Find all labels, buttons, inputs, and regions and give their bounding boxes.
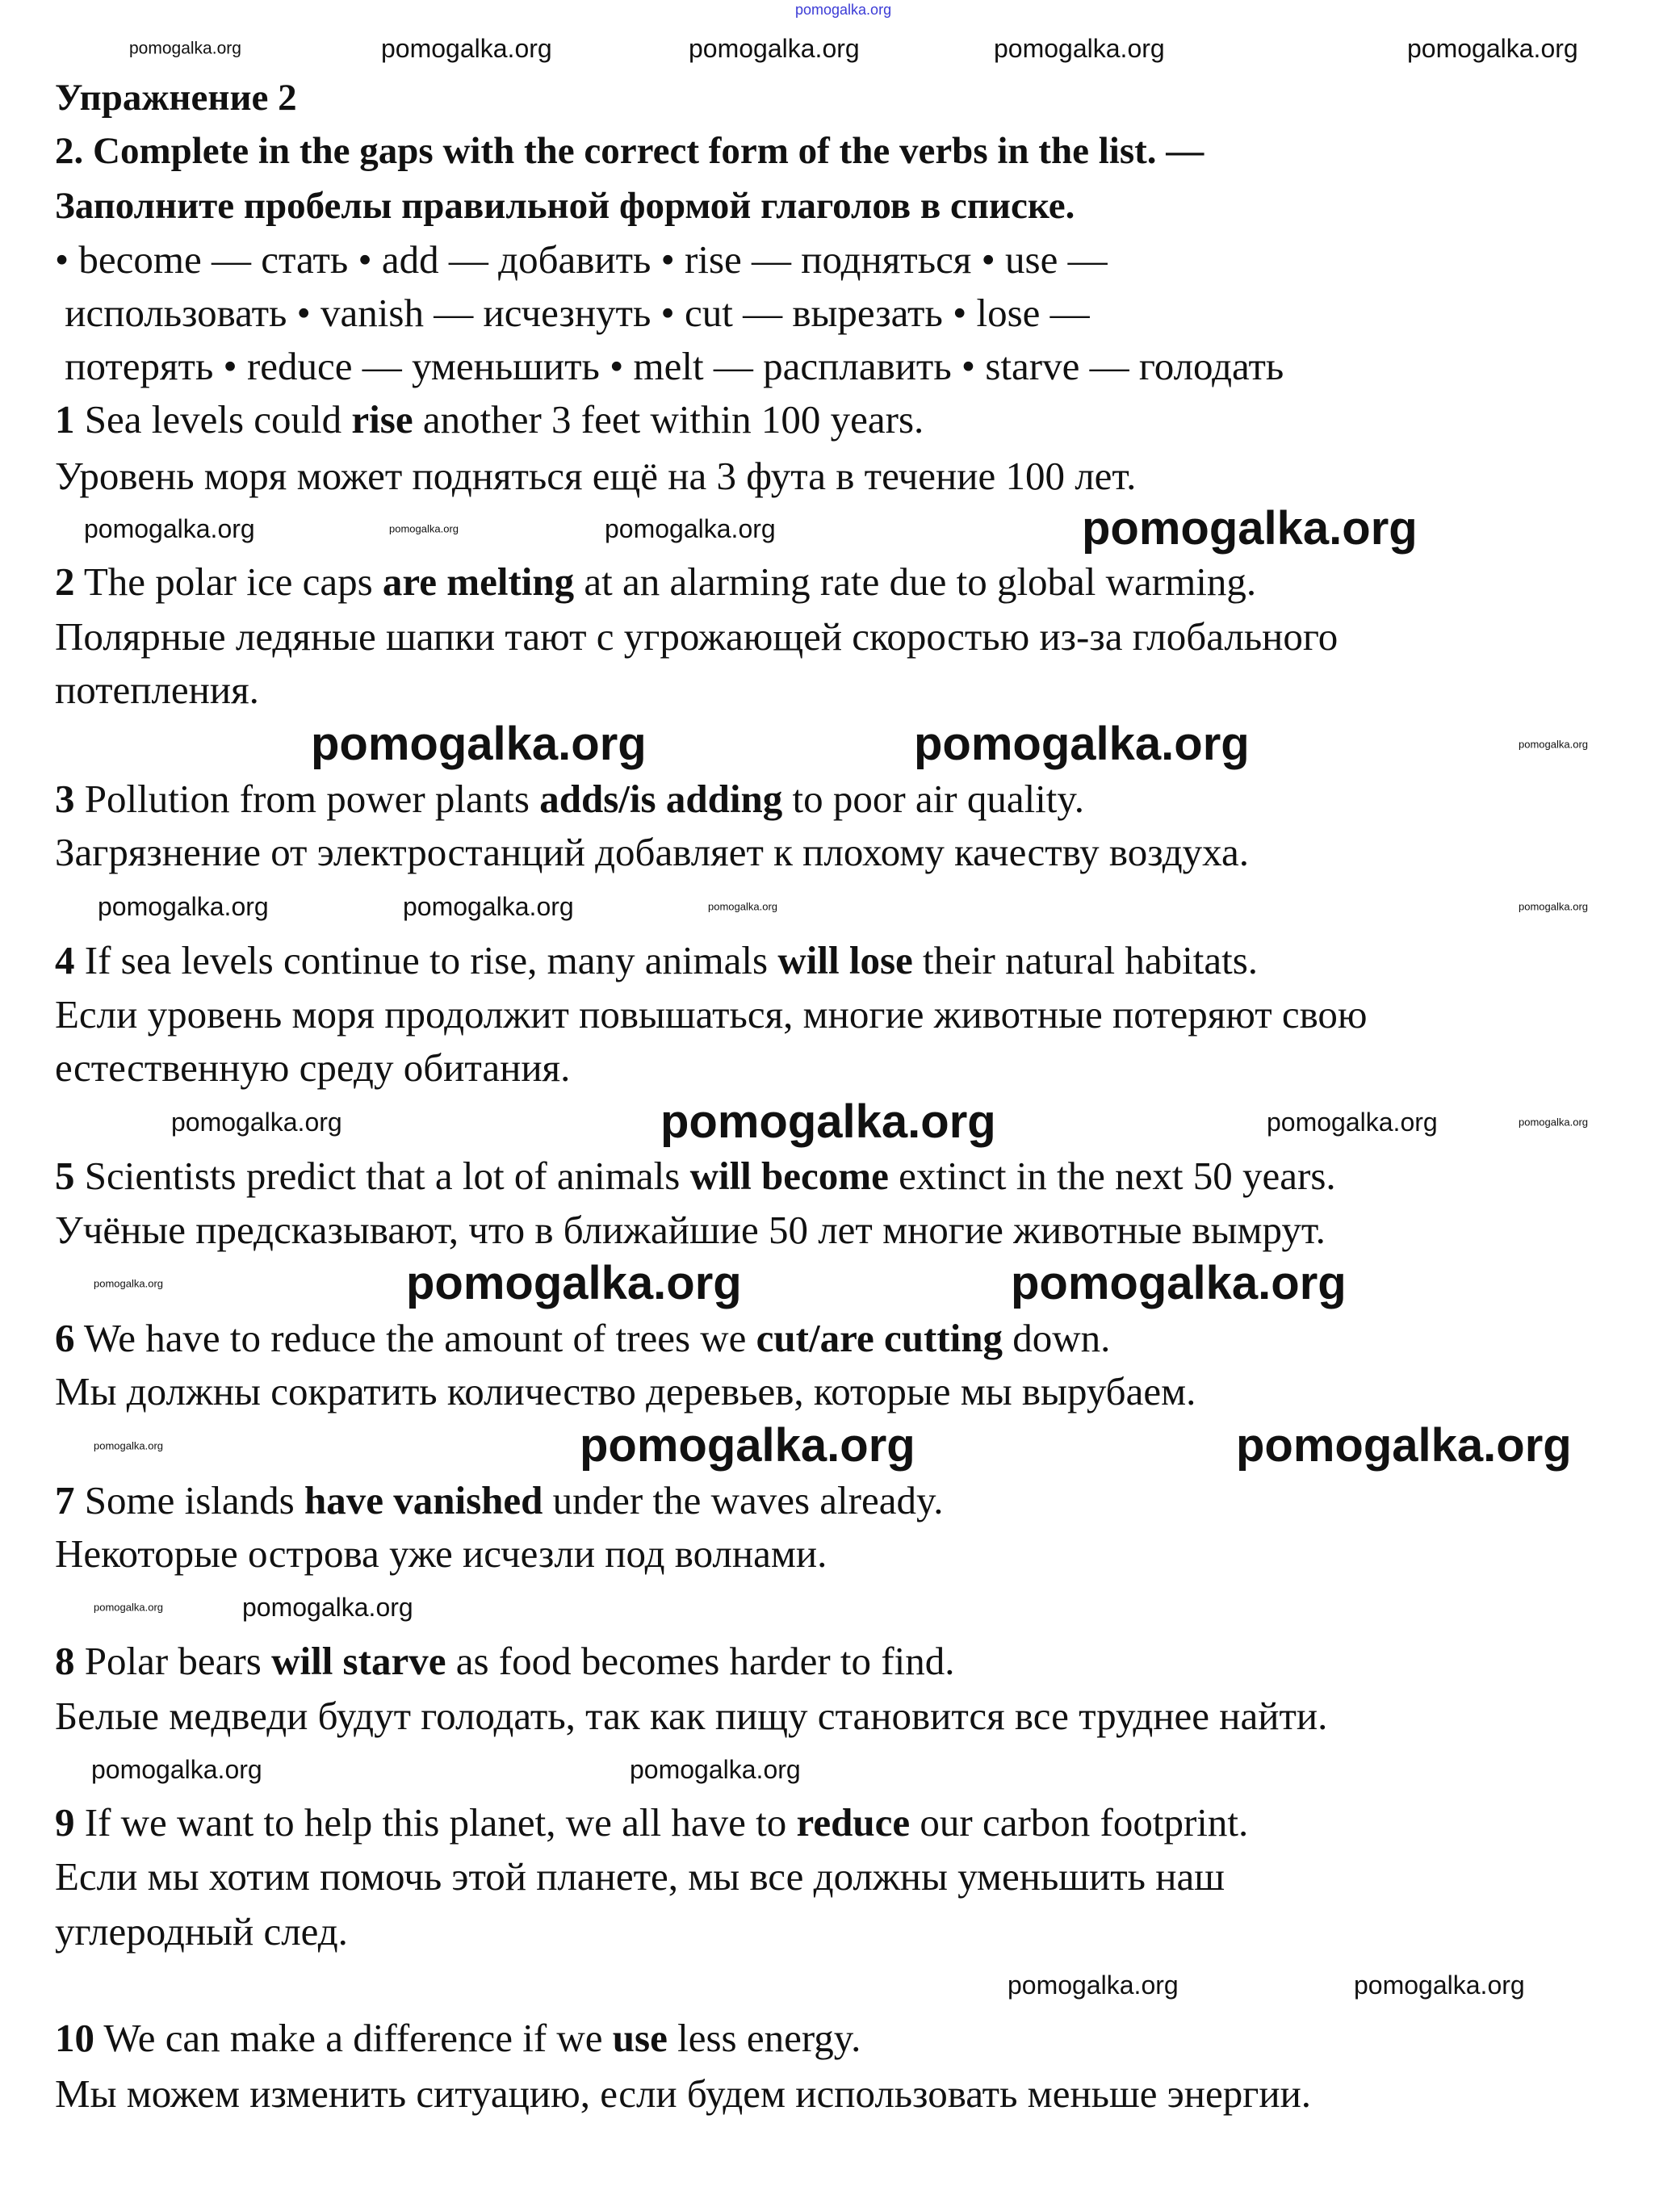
watermark: pomogalka.org: [1354, 1971, 1525, 2000]
sentence-text: their natural habitats.: [912, 938, 1259, 982]
sentence-text: to poor air quality.: [782, 777, 1084, 821]
sentence-ru: углеродный след.: [55, 1909, 348, 1954]
sentence-en: [55, 934, 1258, 987]
answer: reduce: [796, 1800, 911, 1845]
sentence-ru: Если уровень моря продолжит повышаться, многие животные потеряют свою: [55, 992, 1368, 1037]
sentence-text: If we want to help this planet, we all have to: [74, 1800, 797, 1845]
sentence-text: at an alarming rate due to global warming.: [574, 559, 1257, 604]
sentence-ru: Полярные ледяные шапки тают с угрожающей скоростью из-за глобального: [55, 614, 1339, 659]
sentence-text: The polar ice caps: [74, 559, 383, 604]
item-number: 4: [55, 938, 75, 982]
item-number: 6: [55, 1316, 75, 1360]
watermark: pomogalka.org: [403, 892, 574, 921]
sentence-text: our carbon footprint.: [910, 1800, 1249, 1845]
watermark: pomogalka.org: [1519, 900, 1588, 913]
watermark: pomogalka.org: [1236, 1419, 1572, 1472]
answer: have vanished: [304, 1478, 543, 1522]
watermark: pomogalka.org: [311, 718, 647, 770]
answer: are melting: [382, 559, 575, 604]
answer: use: [612, 2016, 668, 2060]
sentence-text: If sea levels continue to rise, many animals: [74, 938, 778, 982]
item-number: 10: [55, 2016, 94, 2060]
sentence-text: another 3 feet within 100 years.: [413, 397, 924, 442]
task-instruction-ru: Заполните пробелы правильной формой глаголов в списке.: [55, 185, 1075, 227]
watermark: pomogalka.org: [129, 39, 241, 58]
sentence-ru: естественную среду обитания.: [55, 1045, 571, 1090]
word-list-line: использовать • vanish — исчезнуть • cut — вырезать • lose —: [55, 291, 1090, 335]
watermark: pomogalka.org: [580, 1419, 915, 1472]
watermark: pomogalka.org: [94, 1277, 163, 1290]
sentence-text: Some islands: [74, 1478, 304, 1522]
watermark: pomogalka.org: [1519, 738, 1588, 751]
answer: cut/are cutting: [756, 1316, 1003, 1360]
sentence-text: as food becomes harder to find.: [446, 1639, 955, 1683]
word-list-line: потерять • reduce — уменьшить • melt — расплавить • starve — голодать: [55, 344, 1284, 388]
watermark: pomogalka.org: [1267, 1108, 1438, 1137]
sentence-ru: Уровень моря может подняться ещё на 3 фута в течение 100 лет.: [55, 454, 1137, 498]
watermark: pomogalka.org: [660, 1095, 996, 1148]
watermark: pomogalka.org: [171, 1108, 342, 1137]
sentence-en: [55, 1150, 1336, 1203]
sentence-en: [55, 773, 1084, 826]
sentence-text: We have to reduce the amount of trees we: [74, 1316, 756, 1360]
watermark: pomogalka.org: [381, 34, 552, 63]
item-number: 7: [55, 1478, 75, 1522]
sentence-ru: Белые медведи будут голодать, так как пищу становится все труднее найти.: [55, 1694, 1328, 1738]
sentence-en: [55, 555, 1256, 609]
watermark: pomogalka.org: [84, 514, 255, 543]
watermark: pomogalka.org: [94, 1439, 163, 1452]
sentence-en: [55, 1796, 1248, 1849]
sentence-text: down.: [1002, 1316, 1111, 1360]
item-number: 3: [55, 777, 75, 821]
watermark: pomogalka.org: [605, 514, 776, 543]
sentence-ru: Если мы хотим помочь этой планете, мы все должны уменьшить наш: [55, 1854, 1225, 1899]
word-list-line: • become — стать • add — добавить • rise — подняться • use —: [55, 237, 1108, 282]
sentence-text: less energy.: [667, 2016, 861, 2060]
item-number: 8: [55, 1639, 75, 1683]
sentence-text: Pollution from power plants: [74, 777, 540, 821]
watermark: pomogalka.org: [994, 34, 1165, 63]
answer: adds/is adding: [539, 777, 783, 821]
watermark: pomogalka.org: [1008, 1971, 1179, 2000]
sentence-en: [55, 1312, 1110, 1365]
watermark: pomogalka.org: [708, 900, 777, 913]
sentence-text: under the waves already.: [543, 1478, 944, 1522]
watermark: pomogalka.org: [406, 1257, 742, 1309]
sentence-text: Polar bears: [74, 1639, 272, 1683]
item-number: 1: [55, 397, 75, 442]
answer: will become: [689, 1154, 889, 1198]
sentence-en: [55, 393, 924, 446]
watermark: pomogalka.org: [94, 1601, 163, 1614]
answer: will lose: [777, 938, 913, 982]
watermark: pomogalka.org: [91, 1755, 262, 1784]
exercise-title: Упражнение 2: [55, 77, 297, 119]
sentence-en: [55, 1474, 944, 1527]
watermark: pomogalka.org: [1082, 502, 1418, 555]
task-instruction-en: 2. Complete in the gaps with the correct form of the verbs in the list. —: [55, 130, 1204, 172]
sentence-ru: Некоторые острова уже исчезли под волнами.: [55, 1531, 827, 1576]
sentence-ru: Мы должны сократить количество деревьев, которые мы вырубаем.: [55, 1369, 1196, 1414]
sentence-ru: Загрязнение от электростанций добавляет к плохому качеству воздуха.: [55, 830, 1249, 874]
sentence-text: extinct in the next 50 years.: [888, 1154, 1336, 1198]
watermark: pomogalka.org: [98, 892, 269, 921]
sentence-ru: Мы можем изменить ситуацию, если будем использовать меньше энергии.: [55, 2071, 1312, 2116]
watermark: pomogalka.org: [389, 522, 459, 535]
watermark: pomogalka.org: [914, 718, 1250, 770]
item-number: 9: [55, 1800, 75, 1845]
sentence-text: Scientists predict that a lot of animals: [74, 1154, 690, 1198]
sentence-text: Sea levels could: [74, 397, 352, 442]
sentence-ru: потепления.: [55, 668, 259, 712]
sentence-en: [55, 2012, 861, 2065]
watermark: pomogalka.org: [689, 34, 860, 63]
answer: rise: [351, 397, 413, 442]
site-link[interactable]: pomogalka.org: [795, 2, 892, 18]
answer: will starve: [271, 1639, 446, 1683]
item-number: 5: [55, 1154, 75, 1198]
sentence-text: We can make a difference if we: [94, 2016, 613, 2060]
watermark: pomogalka.org: [630, 1755, 801, 1784]
watermark: pomogalka.org: [242, 1593, 413, 1622]
item-number: 2: [55, 559, 75, 604]
watermark: pomogalka.org: [1519, 1116, 1588, 1129]
sentence-en: [55, 1635, 954, 1688]
sentence-ru: Учёные предсказывают, что в ближайшие 50 лет многие животные вымрут.: [55, 1208, 1326, 1252]
watermark: pomogalka.org: [1407, 34, 1578, 63]
watermark: pomogalka.org: [1011, 1257, 1347, 1309]
